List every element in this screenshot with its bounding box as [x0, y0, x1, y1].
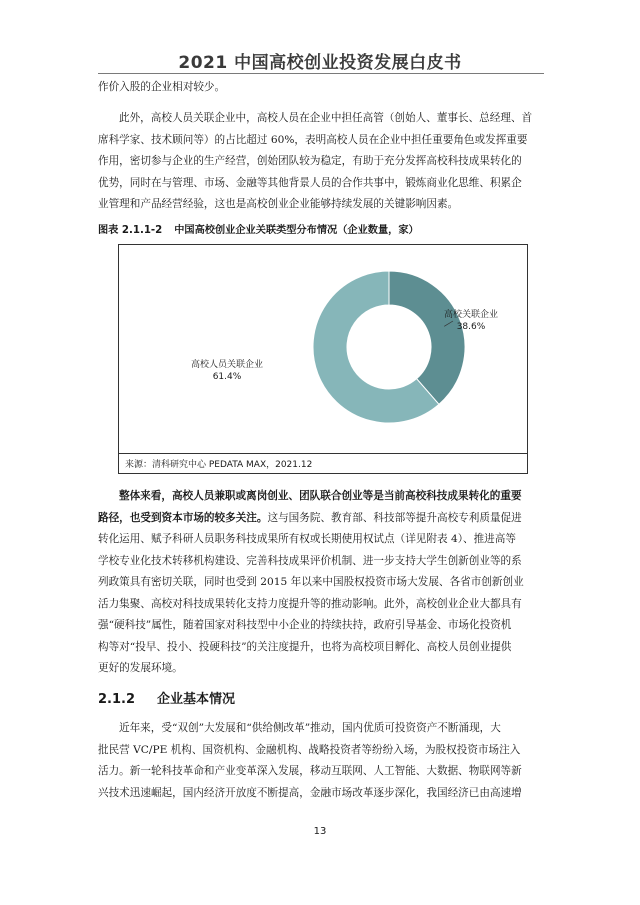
paragraph-line: 列政策具有密切关联，同时也受到 2015 年以来中国股权投资市场大发展、各省市创新创业 [98, 576, 524, 588]
page-number: 13 [313, 826, 327, 837]
page-header-title: 2021 中国高校创业投资发展白皮书 [178, 53, 462, 73]
slice-value-faculty-linked: 61.4% [212, 372, 242, 382]
donut-chart [119, 245, 527, 453]
slice-value-university-linked: 38.6% [456, 322, 486, 332]
slice-university-linked [389, 271, 465, 404]
paragraph-line: 转化运用、赋予科研人员职务科技成果所有权或长期使用权试点（详见附表 4）、推进高等 [98, 533, 516, 545]
paragraph-line: 席科学家、技术顾问等）的占比超过 60%，表明高校人员在企业中担任重要角色或发挥重要 [98, 133, 528, 146]
section-heading [98, 688, 235, 707]
paragraph-line: 近年来，受“双创”大发展和“供给侧改革”推动，国内优质可投资资产不断涌现，大 [119, 722, 501, 734]
chart-frame [118, 244, 528, 474]
paragraph-line: 学校专业化技术转移机构建设、完善科技成果评价机制、进一步支持大学生创新创业等的系 [98, 554, 522, 567]
paragraph-line: 路径，也受到资本市场的较多关注。这与国务院、教育部、科技部等提升高校专利质量促进 [98, 511, 522, 524]
paragraph-line: 兴技术迅速崛起，国内经济开放度不断提高，金融市场改革逐步深化，我国经济已由高速增 [98, 786, 522, 799]
figure-number: 图表 2.1.1-2 [98, 225, 163, 236]
header-divider [98, 73, 544, 74]
paragraph-line: 业管理和产品经营经验，这也是高校创业企业能够持续发展的关键影响因素。 [98, 198, 459, 210]
paragraph-line: 作价入股的企业相对较少。 [98, 81, 226, 93]
paragraph-line: 优势，同时在与管理、市场、金融等其他背景人员的合作共事中，锻炼商业化思维、积累企 [98, 176, 522, 189]
source-divider [119, 453, 527, 454]
paragraph-continued [98, 77, 544, 99]
figure-caption [98, 221, 544, 236]
paragraph-faculty-executives [98, 108, 544, 216]
section-title: 企业基本情况 [157, 692, 236, 707]
figure-source: 来源：清科研究中心 PEDATA MAX，2021.12 [125, 460, 313, 470]
section-number: 2.1.2 [98, 692, 136, 707]
paragraph-line: 整体来看，高校人员兼职或离岗创业、团队联合创业等是当前高校科技成果转化的重要 [119, 490, 522, 502]
slice-label-faculty-linked: 高校人员关联企业 [190, 360, 264, 370]
slice-label-university-linked: 高校关联企业 [443, 310, 499, 320]
figure-title: 中国高校创业企业关联类型分布情况（企业数量，家） [174, 225, 419, 236]
paragraph-line: 批民营 VC/PE 机构、国资机构、金融机构、战略投资者等纷纷入场，为股权投资市场注入 [98, 743, 521, 756]
paragraph-line: 构等对“投早、投小、投硬科技”的关注度提升，也将为高校项目孵化、高校人员创业提供 [98, 640, 512, 653]
paragraph-line: 此外，高校人员关联企业中，高校人员在企业中担任高管（创始人、董事长、总经理、首 [119, 112, 533, 124]
paragraph-line: 活力集聚、高校对科技成果转化支持力度提升等的推动影响。此外，高校创业企业大都具有 [98, 597, 522, 610]
paragraph-basic-info [98, 718, 544, 804]
paragraph-line: 更好的发展环境。 [98, 662, 183, 674]
paragraph-line: 强“硬科技”属性，随着国家对科技型中小企业的持续扶持，政府引导基金、市场化投资机 [98, 619, 512, 631]
paragraph-line: 作用，密切参与企业的生产经营，创始团队较为稳定，有助于充分发挥高校科技成果转化的 [98, 155, 522, 167]
paragraph-line: 活力。新一轮科技革命和产业变革深入发展，移动互联网、人工智能、大数据、物联网等新 [98, 765, 522, 777]
paragraph-overall [98, 486, 544, 680]
